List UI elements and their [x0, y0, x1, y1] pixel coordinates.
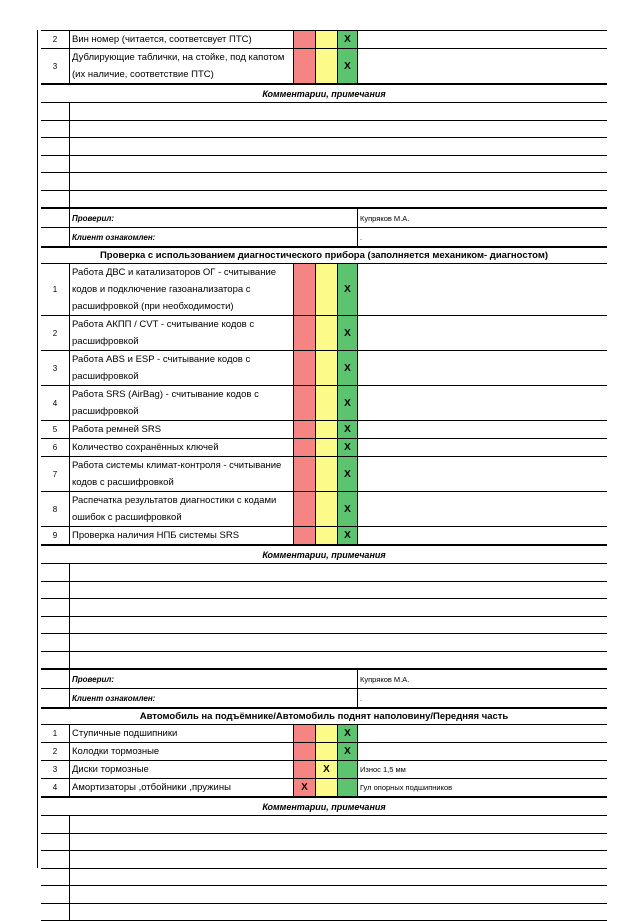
status-cell-yellow[interactable] — [315, 316, 337, 350]
status-cell-yellow[interactable] — [315, 439, 337, 456]
checked-by-label: Проверил: — [69, 209, 357, 227]
left-margin-line — [37, 30, 38, 868]
comment-line — [41, 137, 607, 155]
status-cell-green[interactable]: X — [337, 439, 357, 456]
item-description: Вин номер (читается, соответсвует ПТС) — [69, 31, 293, 48]
checklist-row — [41, 420, 607, 438]
status-cell-red[interactable] — [293, 457, 315, 491]
comment-input-line[interactable] — [69, 138, 607, 155]
comment-input-line[interactable] — [69, 156, 607, 173]
comment-line — [41, 598, 607, 616]
status-cell-green[interactable]: X — [337, 264, 357, 315]
comments-header-row — [41, 544, 607, 563]
status-cell-yellow[interactable] — [315, 492, 337, 526]
comment-input-line[interactable] — [69, 121, 607, 138]
comment-line — [41, 850, 607, 868]
item-description: Работа АКПП / CVT - считывание кодов с расшифровкой — [69, 316, 293, 350]
comment-line — [41, 172, 607, 190]
item-description: Амортизаторы ,отбойники ,пружины — [69, 779, 293, 796]
comment-number-cell — [41, 582, 69, 599]
item-note — [357, 743, 607, 760]
checklist-row — [41, 263, 607, 315]
checked-by-value: Купряков М.А. — [357, 209, 607, 227]
status-cell-red[interactable] — [293, 31, 315, 48]
comment-input-line[interactable] — [69, 816, 607, 833]
item-number: 2 — [52, 328, 58, 338]
item-number: 3 — [52, 61, 58, 71]
checklist-row — [41, 742, 607, 760]
item-description: Работа ремней SRS — [69, 421, 293, 438]
item-description: Работа ABS и ESP - считывание кодов с расшифровкой — [69, 351, 293, 385]
comment-number-cell — [41, 886, 69, 903]
section-title: Автомобиль на подъёмнике/Автомобиль поднят наполовину/Передняя часть — [139, 711, 509, 722]
status-cell-red[interactable] — [293, 527, 315, 544]
item-number: 2 — [52, 35, 58, 44]
item-number: 2 — [52, 747, 58, 756]
status-cell-red[interactable] — [293, 264, 315, 315]
item-description: Работа системы климат-контроля - считывание кодов с расшифровкой — [69, 457, 293, 491]
status-cell-green[interactable] — [337, 779, 357, 796]
item-note — [357, 439, 607, 456]
comments-header-row — [41, 83, 607, 102]
status-cell-red[interactable] — [293, 439, 315, 456]
item-description: Проверка наличия НПБ системы SRS — [69, 527, 293, 544]
section-title: Проверка с использованием диагностического прибора (заполняется механиком- диагностом) — [99, 250, 549, 261]
item-note — [357, 316, 607, 350]
item-description: Дублирующие таблички, на стойке, под капотом (их наличие, соответствие ПТС) — [69, 49, 293, 83]
status-cell-red[interactable] — [293, 761, 315, 778]
comment-number-cell — [41, 138, 69, 155]
comment-number-cell — [41, 816, 69, 833]
status-cell-yellow[interactable] — [315, 264, 337, 315]
item-note: Износ 1,5 мм — [357, 761, 607, 778]
client-acknowledged-label: Клиент ознакомлен: — [69, 228, 357, 246]
status-cell-yellow[interactable] — [315, 31, 337, 48]
client-acknowledged-value: . — [357, 228, 607, 246]
status-cell-red[interactable] — [293, 492, 315, 526]
item-number: 4 — [52, 783, 58, 792]
status-cell-red[interactable] — [293, 386, 315, 420]
comment-line — [41, 616, 607, 634]
status-cell-yellow[interactable] — [315, 421, 337, 438]
checklist-row — [41, 315, 607, 350]
checklist-row — [41, 30, 607, 48]
comment-line — [41, 833, 607, 851]
item-number: 8 — [52, 504, 58, 514]
comment-line — [41, 903, 607, 921]
comment-number-cell — [41, 851, 69, 868]
signoff-row-checked — [41, 207, 607, 227]
status-cell-green[interactable]: X — [337, 351, 357, 385]
comment-input-line[interactable] — [69, 834, 607, 851]
signoff-spacer — [41, 209, 69, 227]
status-cell-green[interactable]: X — [337, 49, 357, 83]
status-cell-red[interactable]: X — [293, 779, 315, 796]
section-title-row — [41, 707, 607, 724]
comments-heading: Комментарии, примечания — [262, 549, 386, 560]
item-note — [357, 264, 607, 315]
comment-number-cell — [41, 869, 69, 886]
comment-number-cell — [41, 191, 69, 208]
comment-input-line[interactable] — [69, 904, 607, 921]
status-cell-green[interactable]: X — [337, 725, 357, 742]
status-cell-yellow[interactable] — [315, 743, 337, 760]
status-cell-green[interactable]: X — [337, 527, 357, 544]
comment-line — [41, 581, 607, 599]
item-description: Диски тормозные — [69, 761, 293, 778]
comment-line — [41, 190, 607, 208]
comment-line — [41, 563, 607, 581]
signoff-row-client — [41, 688, 607, 707]
item-description: Распечатка результатов диагностики с кодами ошибок с расшифровкой — [69, 492, 293, 526]
comment-line — [41, 868, 607, 886]
item-note — [357, 49, 607, 83]
checklist-row — [41, 778, 607, 796]
comments-heading: Комментарии, примечания — [262, 88, 386, 99]
checklist-row — [41, 456, 607, 491]
item-number: 5 — [52, 425, 58, 434]
comment-number-cell — [41, 103, 69, 120]
checklist-row — [41, 760, 607, 778]
comment-input-line[interactable] — [69, 103, 607, 120]
status-cell-yellow[interactable] — [315, 351, 337, 385]
status-cell-yellow[interactable] — [315, 527, 337, 544]
status-cell-green[interactable]: X — [337, 31, 357, 48]
comment-number-cell — [41, 156, 69, 173]
checked-by-value: Купряков М.А. — [357, 670, 607, 688]
status-cell-yellow[interactable]: X — [315, 761, 337, 778]
comment-number-cell — [41, 904, 69, 921]
signoff-row-client — [41, 227, 607, 246]
comment-input-line[interactable] — [69, 599, 607, 616]
status-cell-yellow[interactable] — [315, 457, 337, 491]
status-cell-red[interactable] — [293, 316, 315, 350]
comments-header-row — [41, 796, 607, 815]
item-description: Количество сохранённых ключей — [69, 439, 293, 456]
comment-number-cell — [41, 652, 69, 669]
status-cell-green[interactable]: X — [337, 386, 357, 420]
comment-line — [41, 651, 607, 669]
comments-heading: Комментарии, примечания — [262, 801, 386, 812]
checklist-row — [41, 438, 607, 456]
status-cell-yellow[interactable] — [315, 386, 337, 420]
comment-line — [41, 120, 607, 138]
comment-input-line[interactable] — [69, 617, 607, 634]
signoff-row-checked — [41, 668, 607, 688]
item-note — [357, 725, 607, 742]
status-cell-green[interactable]: X — [337, 457, 357, 491]
item-note — [357, 527, 607, 544]
item-description: Ступичные подшипники — [69, 725, 293, 742]
comment-line — [41, 102, 607, 120]
status-cell-yellow[interactable] — [315, 49, 337, 83]
comment-number-cell — [41, 121, 69, 138]
checklist-row — [41, 385, 607, 420]
comment-input-line[interactable] — [69, 886, 607, 903]
comment-input-line[interactable] — [69, 173, 607, 190]
status-cell-red[interactable] — [293, 421, 315, 438]
item-note — [357, 31, 607, 48]
client-acknowledged-label: Клиент ознакомлен: — [69, 689, 357, 707]
comment-input-line[interactable] — [69, 582, 607, 599]
comment-line — [41, 155, 607, 173]
item-note — [357, 386, 607, 420]
item-description: Колодки тормозные — [69, 743, 293, 760]
item-number: 1 — [52, 285, 58, 294]
section-title-row — [41, 246, 607, 263]
client-acknowledged-value: . — [357, 689, 607, 707]
comment-number-cell — [41, 617, 69, 634]
item-note — [357, 421, 607, 438]
item-number: 9 — [52, 531, 58, 540]
status-cell-red[interactable] — [293, 49, 315, 83]
item-number: 3 — [52, 765, 58, 774]
signoff-spacer — [41, 689, 69, 707]
signoff-spacer — [41, 670, 69, 688]
status-cell-green[interactable]: X — [337, 316, 357, 350]
item-description: Работа ДВС и катализаторов ОГ - считывание кодов и подключение газоанализатора с расшифровкой (при необходимости) — [69, 264, 293, 315]
item-number: 7 — [52, 469, 58, 479]
status-cell-red[interactable] — [293, 725, 315, 742]
status-cell-green[interactable]: X — [337, 743, 357, 760]
comment-input-line[interactable] — [69, 564, 607, 581]
comment-line — [41, 633, 607, 651]
status-cell-green[interactable]: X — [337, 421, 357, 438]
signoff-spacer — [41, 228, 69, 246]
comment-input-line[interactable] — [69, 634, 607, 651]
comment-line — [41, 815, 607, 833]
comment-number-cell — [41, 634, 69, 651]
checklist-row — [41, 526, 607, 544]
status-cell-red[interactable] — [293, 351, 315, 385]
item-number: 4 — [52, 398, 58, 408]
item-note — [357, 492, 607, 526]
status-cell-yellow[interactable] — [315, 725, 337, 742]
item-note — [357, 457, 607, 491]
status-cell-yellow[interactable] — [315, 779, 337, 796]
checklist-row — [41, 350, 607, 385]
item-number: 6 — [52, 443, 58, 452]
checked-by-label: Проверил: — [69, 670, 357, 688]
status-cell-green[interactable]: X — [337, 492, 357, 526]
comment-input-line[interactable] — [69, 851, 607, 868]
comment-number-cell — [41, 173, 69, 190]
comment-number-cell — [41, 834, 69, 851]
comment-input-line[interactable] — [69, 191, 607, 208]
comment-input-line[interactable] — [69, 869, 607, 886]
comment-number-cell — [41, 599, 69, 616]
status-cell-green[interactable] — [337, 761, 357, 778]
item-number: 3 — [52, 363, 58, 373]
checklist-row — [41, 491, 607, 526]
item-number: 1 — [52, 729, 58, 738]
checklist-row — [41, 724, 607, 742]
item-description: Работа SRS (AirBag) - считывание кодов с расшифровкой — [69, 386, 293, 420]
comment-input-line[interactable] — [69, 652, 607, 669]
checklist-row — [41, 48, 607, 83]
item-note — [357, 351, 607, 385]
comment-number-cell — [41, 564, 69, 581]
status-cell-red[interactable] — [293, 743, 315, 760]
item-note: Гул опорных подшипников — [357, 779, 607, 796]
